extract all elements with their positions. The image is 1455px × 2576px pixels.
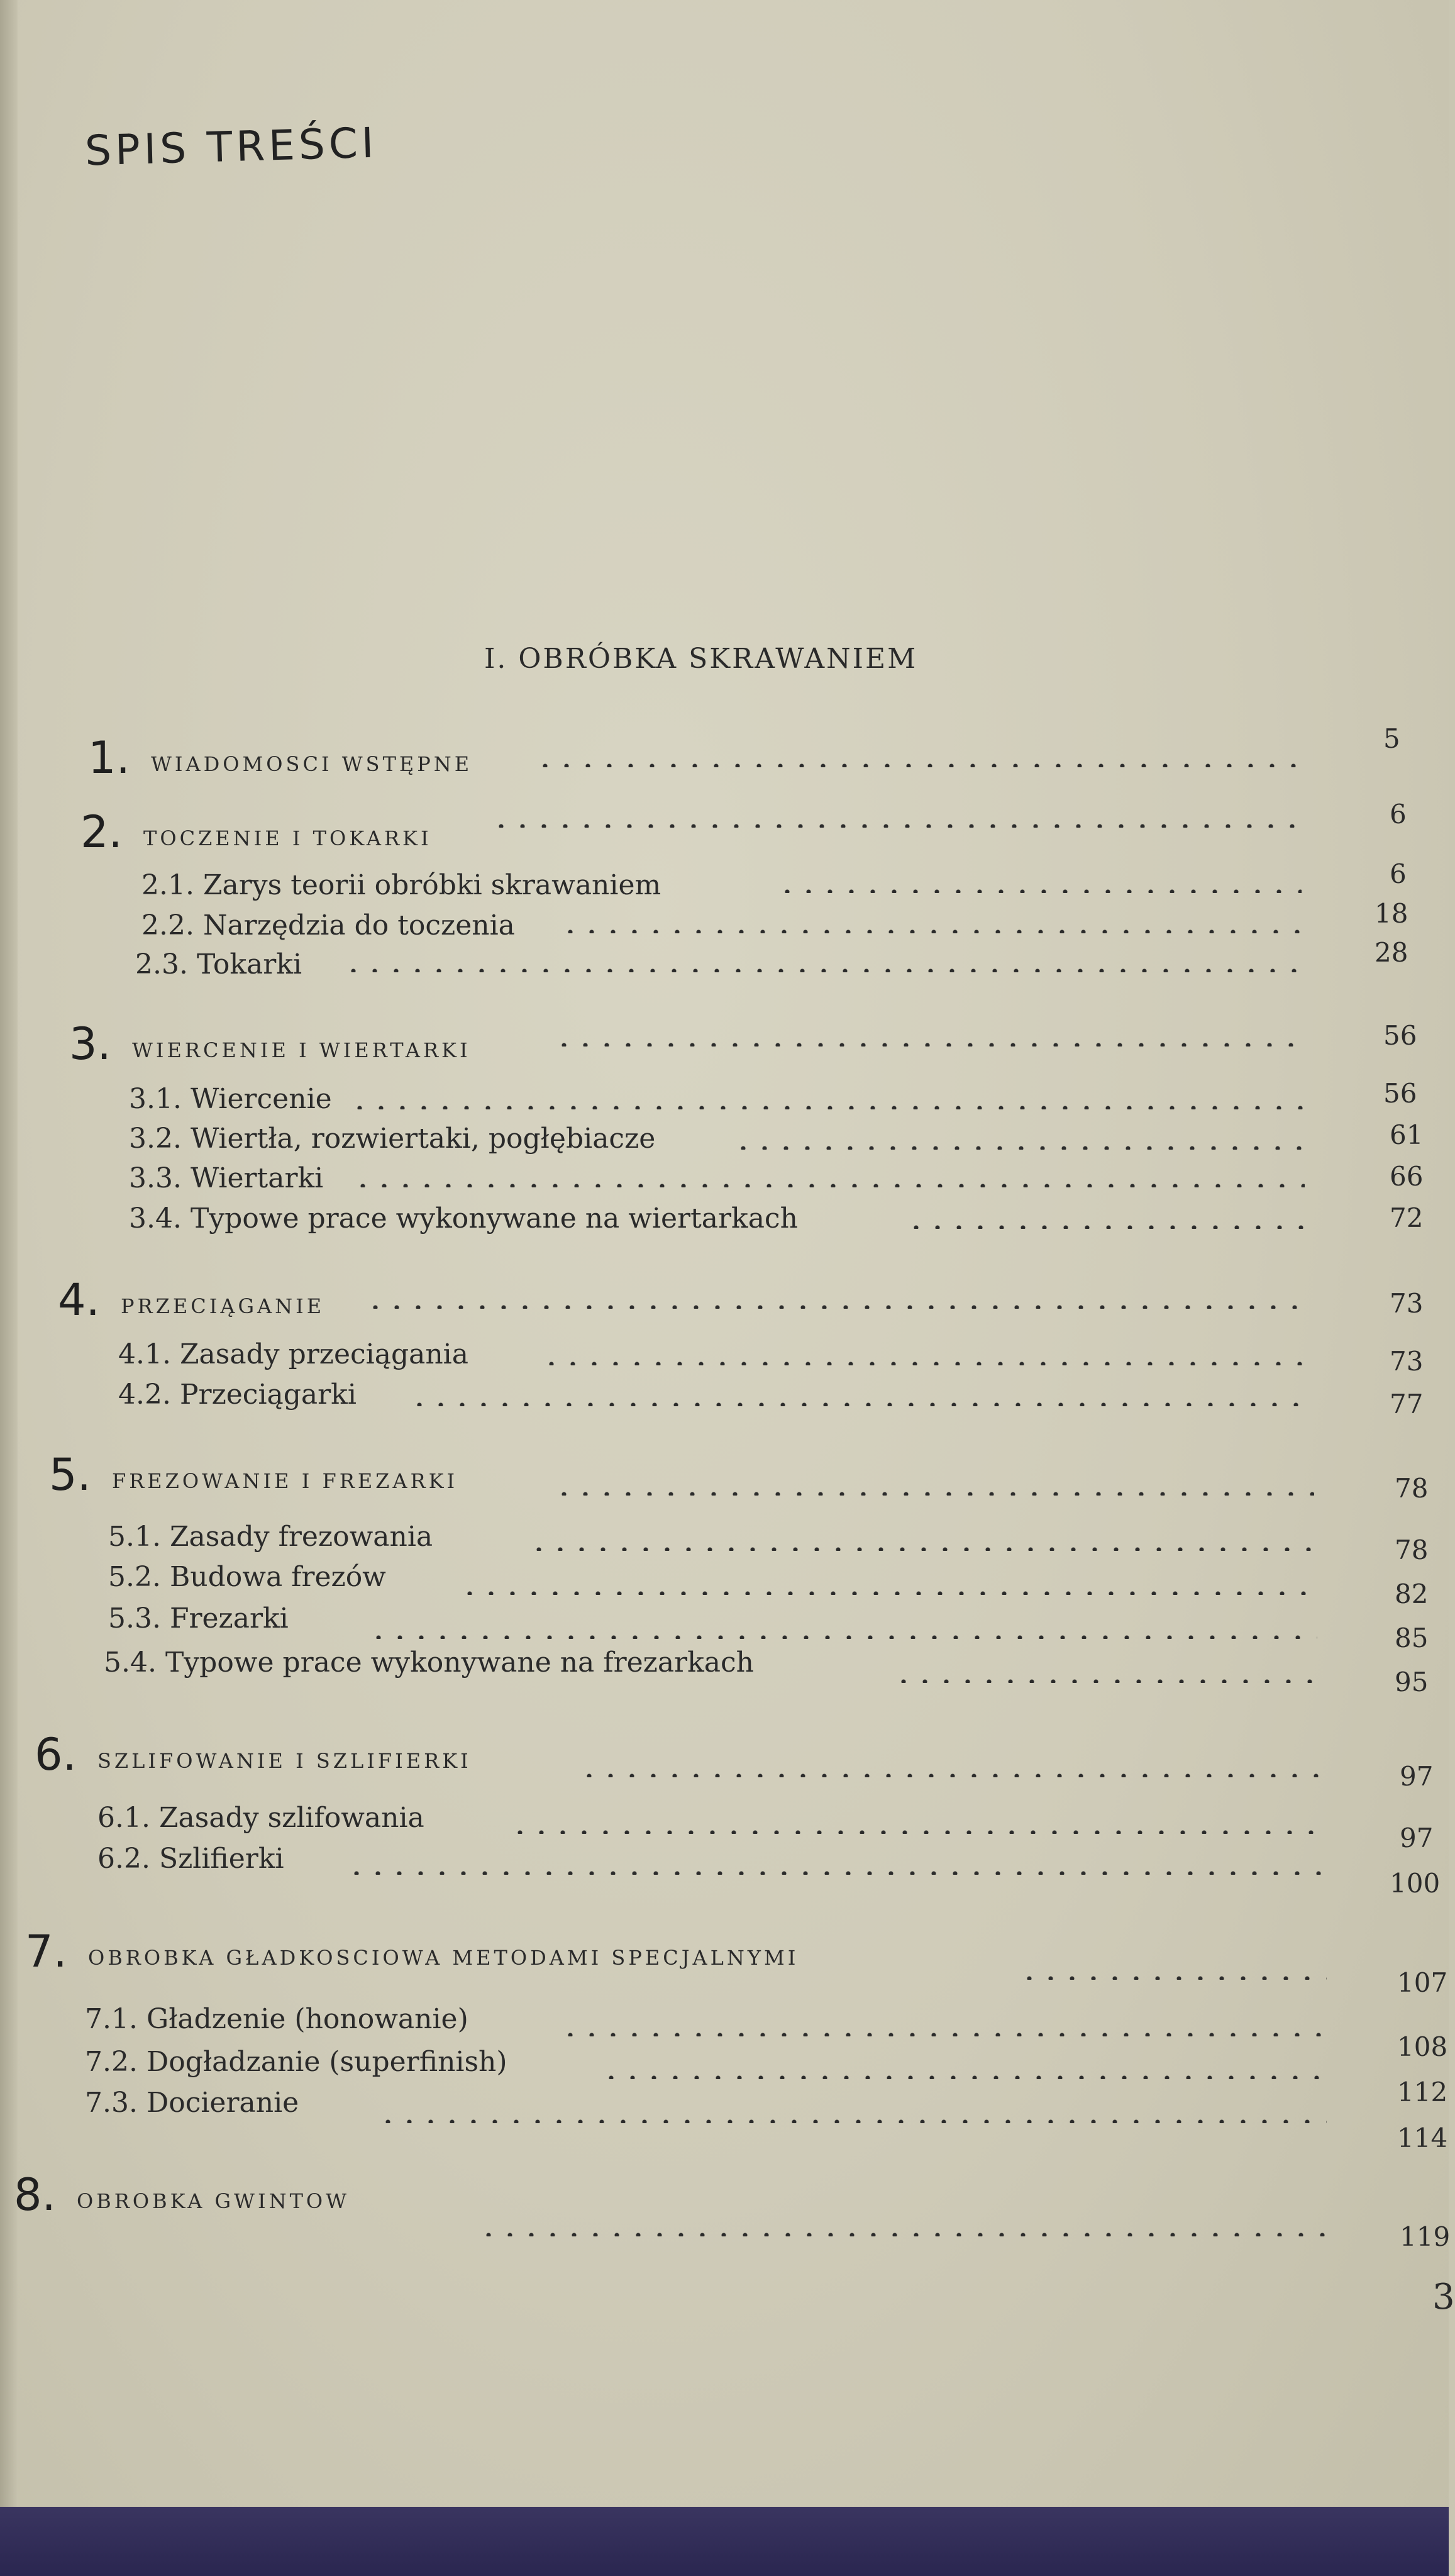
toc-subsection-6-1: 6.1. Zasady szlifowania (97, 1802, 424, 1834)
page-number: 56 (1383, 1078, 1417, 1109)
dot-leader (490, 824, 1302, 828)
chapter-title: OBROBKA GŁADKOSCIOWA METODAMI SPECJALNYMI (88, 1946, 799, 1970)
page-number: 78 (1395, 1535, 1429, 1565)
page-number: 108 (1397, 2031, 1448, 2062)
dot-leader (733, 1146, 1305, 1150)
page-number: 61 (1390, 1119, 1424, 1150)
toc-subsection-4-1: 4.1. Zasady przeciągania (118, 1338, 468, 1370)
toc-subsection-3-3: 3.3. Wiertarki (129, 1162, 324, 1194)
toc-subsection-5-3: 5.3. Frezarki (108, 1602, 289, 1635)
page-number: 82 (1395, 1579, 1429, 1609)
page-title: SPIS TREŚCI (84, 118, 379, 175)
page-number: 28 (1375, 937, 1408, 968)
page-number: 72 (1390, 1202, 1424, 1233)
dot-leader (905, 1225, 1305, 1229)
chapter-title: TOCZENIE I TOKARKI (143, 826, 432, 850)
toc-subsection-5-4: 5.4. Typowe prace wykonywane na frezarkach (104, 1646, 754, 1679)
dot-leader (560, 930, 1302, 933)
page-number: 95 (1395, 1667, 1429, 1697)
chapter-number: 5. (49, 1449, 91, 1501)
toc-subsection-5-2: 5.2. Budowa frezów (108, 1561, 386, 1593)
page-number: 73 (1390, 1346, 1424, 1377)
dot-leader (409, 1402, 1308, 1406)
toc-subsection-6-2: 6.2. Szlifierki (97, 1843, 284, 1875)
page-number: 107 (1397, 1967, 1448, 1998)
page-number: 73 (1390, 1288, 1424, 1319)
chapter-title: SZLIFOWANIE I SZLIFIERKI (97, 1749, 472, 1773)
dot-leader (553, 1043, 1305, 1046)
toc-subsection-2-2: 2.2. Narzędzia do toczenia (141, 909, 515, 941)
toc-subsection-5-1: 5.1. Zasady frezowania (108, 1521, 433, 1553)
chapter-title: WIERCENIE I WIERTARKI (132, 1038, 471, 1062)
page-folio: 3 (1432, 2277, 1455, 2318)
toc-subsection-7-1: 7.1. Gładzenie (honowanie) (85, 2003, 468, 2035)
toc-subsection-7-3: 7.3. Docieranie (85, 2087, 299, 2119)
chapter-title: WIADOMOSCI WSTĘPNE (151, 752, 473, 776)
dot-leader (560, 2033, 1327, 2036)
section-heading: I. OBRÓBKA SKRAWANIEM (484, 643, 918, 675)
dot-leader (368, 1635, 1317, 1639)
toc-subsection-2-1: 2.1. Zarys teorii obróbki skrawaniem (141, 869, 661, 901)
dot-leader (478, 2233, 1333, 2236)
chapter-number: 1. (88, 732, 130, 784)
page-number: 18 (1375, 898, 1408, 929)
dot-leader (352, 1184, 1305, 1187)
dot-leader (346, 1871, 1324, 1875)
chapter-number: 2. (80, 806, 123, 858)
chapter-number: 4. (58, 1274, 100, 1326)
toc-subsection-4-2: 4.2. Przeciągarki (118, 1379, 357, 1411)
chapter-number: 3. (69, 1018, 111, 1070)
toc-subsection-3-2: 3.2. Wiertła, rozwiertaki, pogłębiacze (129, 1123, 656, 1155)
page-number: 85 (1395, 1623, 1429, 1653)
dot-leader (1019, 1976, 1327, 1980)
dot-leader (893, 1679, 1320, 1683)
chapter-title: FREZOWANIE I FREZARKI (112, 1469, 458, 1493)
dot-leader (365, 1305, 1308, 1309)
toc-subsection-7-2: 7.2. Dogładzanie (superfinish) (85, 2046, 507, 2078)
page-number: 114 (1397, 2123, 1448, 2153)
chapter-number: 8. (14, 2169, 56, 2221)
page-number: 5 (1383, 723, 1400, 754)
toc-subsection-3-1: 3.1. Wiercenie (129, 1083, 332, 1115)
chapter-title: PRZECIĄGANIE (121, 1294, 325, 1318)
page-number: 77 (1390, 1389, 1424, 1419)
background-fabric (0, 2507, 1449, 2576)
chapter-number: 7. (25, 1926, 67, 1977)
page-number: 6 (1390, 799, 1407, 830)
page-number: 119 (1400, 2221, 1451, 2252)
dot-leader (377, 2119, 1327, 2123)
dot-leader (578, 1774, 1324, 1777)
page-number: 97 (1400, 1761, 1434, 1792)
page-number: 6 (1390, 858, 1407, 889)
dot-leader (528, 1547, 1314, 1551)
page-number: 112 (1397, 2077, 1448, 2107)
dot-leader (553, 1492, 1314, 1496)
page-number: 56 (1383, 1020, 1417, 1051)
page-number: 100 (1390, 1868, 1441, 1899)
dot-leader (459, 1591, 1314, 1595)
toc-subsection-2-3: 2.3. Tokarki (135, 948, 302, 980)
dot-leader (343, 969, 1302, 972)
page-number: 78 (1395, 1473, 1429, 1504)
dot-leader (777, 889, 1302, 893)
dot-leader (541, 1362, 1308, 1365)
chapter-title: OBROBKA GWINTOW (77, 2189, 350, 2213)
page-number: 66 (1390, 1161, 1424, 1192)
page-number: 97 (1400, 1823, 1434, 1853)
dot-leader (534, 763, 1302, 767)
dot-leader (349, 1106, 1305, 1109)
toc-subsection-3-4: 3.4. Typowe prace wykonywane na wiertarkach (129, 1202, 798, 1235)
dot-leader (509, 1830, 1324, 1834)
dot-leader (600, 2075, 1327, 2079)
chapter-number: 6. (35, 1729, 77, 1780)
